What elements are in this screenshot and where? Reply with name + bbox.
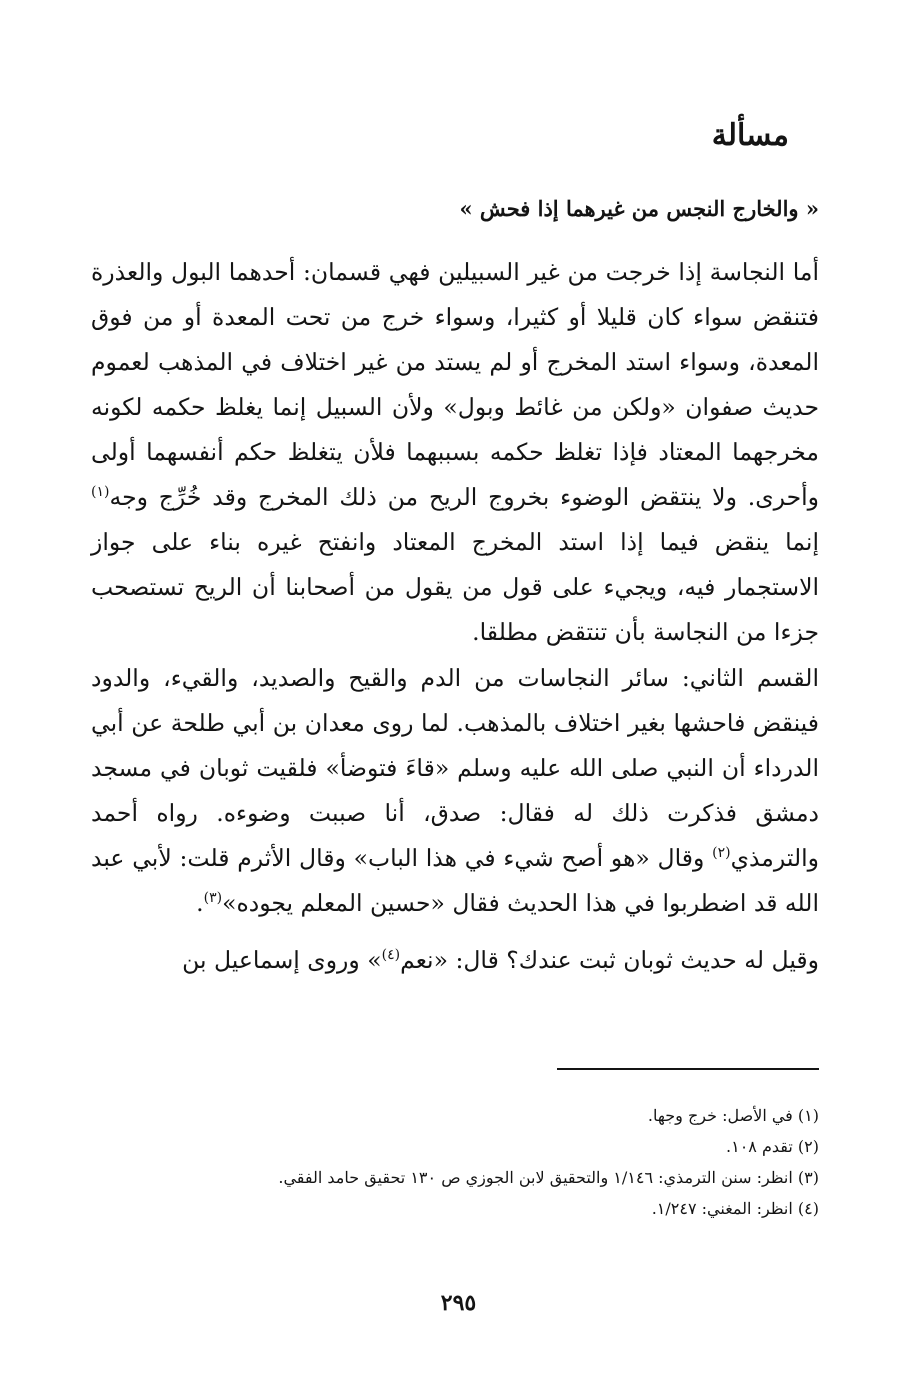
paragraph-1-text-rest: إنما ينقض فيما إذا استد المخرج المعتاد وانفتح غيره بناء على جواز الاستجمار فيه، ويجيء على قول من يقول من أصحابنا أن الريح تستصحب جزءا من النجاسة بأن تنتقض مطلقا. <box>91 528 819 646</box>
footnote-ref-2: (٢) <box>712 845 731 862</box>
section-subtitle: « والخارج النجس من غيرهما إذا فحش » <box>459 196 819 221</box>
footnotes-list <box>91 1100 819 1224</box>
footnote-ref-4: (٤) <box>381 947 401 964</box>
paragraph-2-text-end: . <box>196 889 204 917</box>
footnote-item: (٢) تقدم ١٠٨. <box>726 1137 819 1156</box>
paragraph-2-text: القسم الثاني: سائر النجاسات من الدم والقيح والصديد، والقيء، والدود فينقض فاحشها بغير اختلاف بالمذهب. لما روى معدان بن أبي طلحة عن أبي الدرداء أن النبي صلى الله عليه وسلم «قاءَ فتوضأ» فلقيت ثوبان في مسجد دمشق فذكرت ذلك له فقال: صدق، أنا صببت وضوءه. رواه أحمد والترمذي <box>91 664 819 872</box>
footnote-item: (٣) انظر: سنن الترمذي: ١/١٤٦ والتحقيق لابن الجوزي ص ١٣٠ تحقيق حامد الفقي. <box>278 1168 819 1187</box>
paragraph-1-text: أما النجاسة إذا خرجت من غير السبيلين فهي قسمان: أحدهما البول والعذرة فتنقض سواء كان قليلا أو كثيرا، وسواء خرج من تحت المعدة أو من فوق المعدة، وسواء استد المخرج أو لم يستد من غير اختلاف في المذهب لعموم حديث صفوان «ولكن من غائط وبول» ولأن السبيل إنما يغلظ حكمه لكونه مخرجهما المعتاد فإذا تغلظ حكمه بسببهما فلأن يتغلظ حكم أنفسهما أولى وأحرى. ولا ينتقض الوضوء بخروج الريح من ذلك المخرج وقد خُرِّج وجه <box>91 258 819 511</box>
footnote-item: (٤) انظر: المغني: ١/٢٤٧. <box>651 1199 819 1218</box>
paragraph-2 <box>91 656 819 926</box>
paragraph-3-text-rest: » وروى إسماعيل بن <box>182 946 382 974</box>
paragraph-2-text-rest: وقال «هو أصح شيء في هذا الباب» وقال الأثرم قلت: لأبي عبد الله قد اضطربوا في هذا الحديث فقال «حسين المعلم يجوده» <box>91 844 819 917</box>
footnote-ref-1: (١) <box>91 484 110 501</box>
paragraph-1 <box>91 250 819 655</box>
footnote-ref-3: (٣) <box>203 890 223 907</box>
footnote-item: (١) في الأصل: خرج وجها. <box>647 1106 819 1125</box>
paragraph-3-text: وقيل له حديث ثوبان ثبت عندك؟ قال: «نعم <box>400 946 819 974</box>
footnote-divider <box>557 1068 819 1070</box>
paragraph-3 <box>91 938 819 983</box>
section-title: مسألة <box>711 118 789 153</box>
page-number: ٢٩٥ <box>440 1290 477 1316</box>
